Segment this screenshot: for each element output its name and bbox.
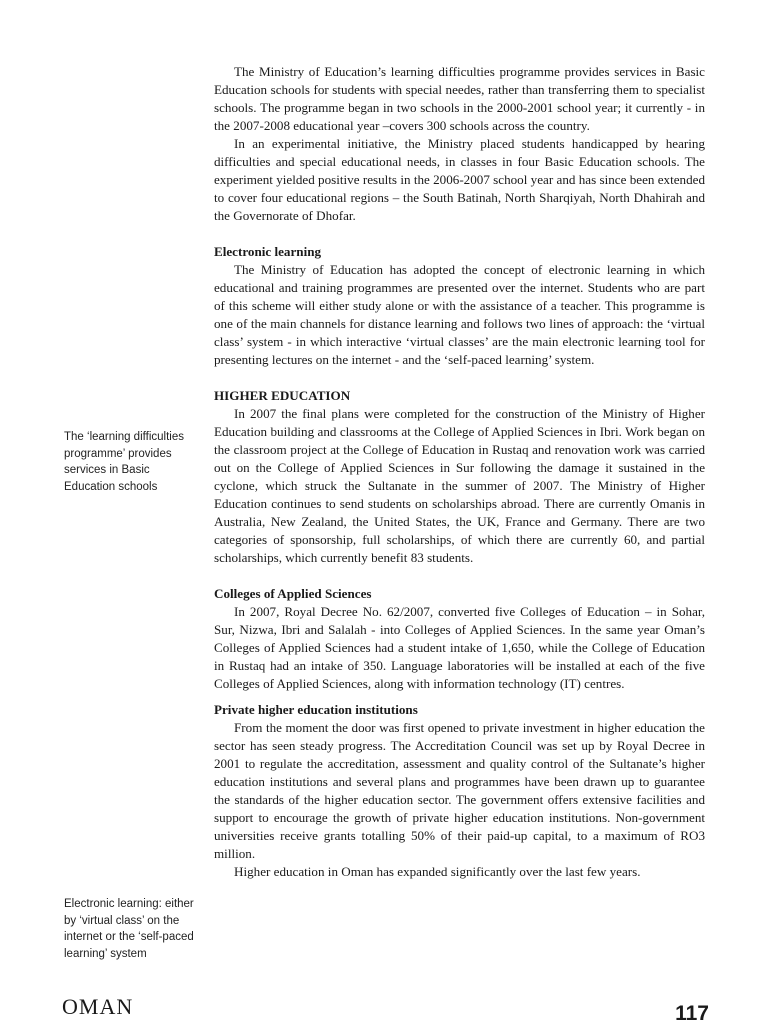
- sidenote-learning-difficulties: The ‘learning difficulties programme’ provides services in Basic Education schools: [64, 431, 184, 493]
- paragraph-experimental-initiative: In an experimental initiative, the Ministry placed students handicapped by hearing difficulties and special educational needs, in classes in four Basic Education schools. The experiment yielded positive results in the 2006-2007 school year and has since been extended to cover four educational regions – the South Batinah, North Sharqiyah, North Dhahirah and the Governorate of Dhofar.: [214, 136, 705, 223]
- heading-private-higher-education: Private higher education institutions: [214, 702, 418, 717]
- sidenote-electronic-learning: Electronic learning: either by ‘virtual class’ on the internet or the ‘self-paced learning’ system: [64, 898, 194, 960]
- footer-brand: OMAN: [62, 994, 134, 1019]
- main-text-column: [214, 63, 705, 881]
- paragraph-higher-education: In 2007 the final plans were completed for the construction of the Ministry of Higher Education building and classrooms at the College of Applied Sciences in Ibri. Work began on the classroom project at the College of Education in Rustaq and renovation work was carried out on the College of Applied Sciences in Sur following the damage it sustained in the cyclone, which struck the Sultanate in the summer of 2007. The Ministry of Higher Education continues to send students on scholarships abroad. There are currently Omanis in Australia, New Zealand, the United States, the UK, France and Germany. There are two categories of sponsorship, full scholarships, of which there are currently 60, and partial scholarships, which currently benefit 83 students.: [214, 406, 705, 565]
- paragraph-learning-difficulties: The Ministry of Education’s learning difficulties programme provides services in Basic Education schools for students with special needes, rather than transferring them to specialist schools. The programme began in two schools in the 2000-2001 school year; it currently - in the 2007-2008 educational year –covers 300 schools across the country.: [214, 64, 705, 133]
- paragraph-electronic-learning: The Ministry of Education has adopted the concept of electronic learning in which educational and training programmes are presented over the internet. Students who are part of this scheme will either study alone or with the assistance of a teacher. This programme is one of the main channels for distance learning and follows two lines of approach: the ‘virtual class’ system - in which interactive ‘virtual classes’ are the main electronic learning tool for presenting lectures on the internet - and the ‘self-paced learning’ system.: [214, 262, 705, 367]
- heading-higher-education: HIGHER EDUCATION: [214, 388, 351, 403]
- heading-colleges-applied-sciences: Colleges of Applied Sciences: [214, 586, 372, 601]
- paragraph-private-higher-education: From the moment the door was first opened to private investment in higher education the sector has seen steady progress. The Accreditation Council was set up by Royal Decree in 2001 to regulate the accreditation, assessment and quality control of the Sultanate’s higher education institutions and several plans and programmes have been drawn up to guarantee the standards of the higher education sector. The government offers extensive facilities and support to encourage the growth of private higher education institutions. Non-government universities receive grants totalling 50% of their paid-up capital, to a maximum of RO3 million.: [214, 720, 705, 861]
- page-number: 117: [675, 1002, 709, 1025]
- paragraph-colleges-applied-sciences: In 2007, Royal Decree No. 62/2007, converted five Colleges of Education – in Sohar, Sur, Nizwa, Ibri and Salalah - into Colleges of Applied Sciences. In the same year Oman’s Colleges of Applied Sciences had a student intake of 1,650, while the College of Education in Rustaq had an intake of 350. Language laboratories will be installed at each of the five Colleges of Applied Sciences, along with information technology (IT) centres.: [214, 604, 705, 691]
- paragraph-higher-education-expansion: Higher education in Oman has expanded significantly over the last few years.: [234, 864, 641, 879]
- heading-electronic-learning: Electronic learning: [214, 244, 322, 259]
